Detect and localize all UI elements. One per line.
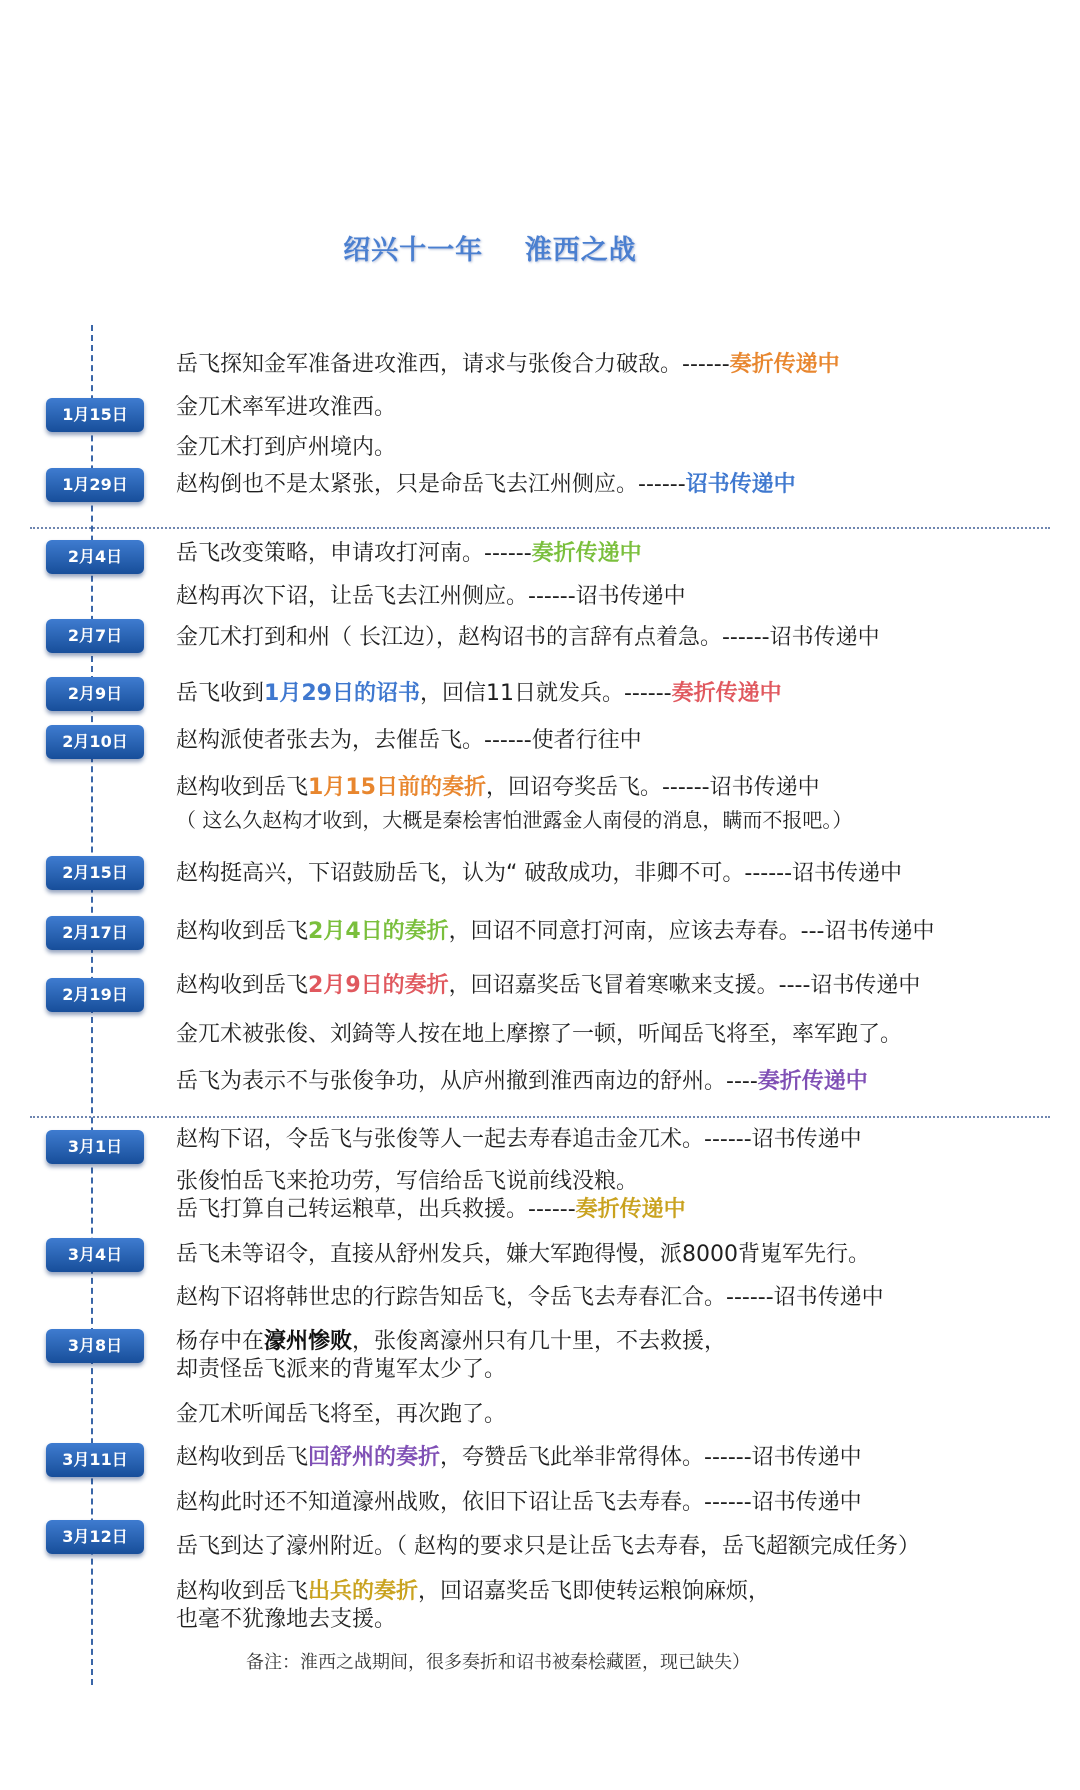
event-text: 赵构收到岳飞 <box>176 1445 309 1470</box>
event-line <box>176 1241 870 1269</box>
date-badge: 2月17日 <box>46 916 144 950</box>
event-line <box>176 1533 920 1561</box>
event-text: 金兀术被张俊、刘錡等人按在地上摩擦了一顿，听闻岳飞将至，率军跑了。 <box>176 1022 903 1047</box>
status-highlight: 奏折传递中 <box>531 541 642 566</box>
event-text: 赵构收到岳飞 <box>176 973 309 998</box>
date-highlight: 2月4日的奏折 <box>308 919 449 944</box>
section-divider <box>30 1116 1050 1118</box>
section-divider <box>30 527 1050 529</box>
event-line <box>176 918 934 946</box>
event-text: 张俊怕岳飞来抢功劳，写信给岳飞说前线没粮。 <box>176 1169 639 1194</box>
event-line <box>176 1489 862 1517</box>
event-text: 赵构此时还不知道濠州战败，依旧下诏让岳飞去寿春。------诏书传递中 <box>176 1490 862 1515</box>
event-text: 也毫不犹豫地去支援。 <box>176 1607 397 1632</box>
date-highlight: 出兵的奏折 <box>308 1579 419 1604</box>
event-line <box>176 434 396 462</box>
event-line <box>176 1328 726 1356</box>
event-line <box>176 1401 506 1429</box>
event-text: ，回诏夸奖岳飞。------诏书传递中 <box>485 775 820 800</box>
date-highlight: 回舒州的奏折 <box>308 1445 441 1470</box>
date-badge: 3月1日 <box>46 1130 144 1164</box>
page-title: 绍兴十一年 淮西之战 <box>343 235 637 266</box>
event-line <box>176 1444 862 1472</box>
event-line <box>176 1356 506 1384</box>
event-line <box>176 583 686 611</box>
event-text: 却责怪岳飞派来的背嵬军太少了。 <box>176 1357 507 1382</box>
event-text: 金兀术听闻岳飞将至，再次跑了。 <box>176 1402 507 1427</box>
event-line <box>176 1168 638 1196</box>
event-text: 赵构下诏将韩世忠的行踪告知岳飞，令岳飞去寿春汇合。------诏书传递中 <box>176 1285 884 1310</box>
event-line <box>176 1578 770 1606</box>
event-line <box>176 860 902 888</box>
date-badge: 2月19日 <box>46 978 144 1012</box>
date-badge: 2月15日 <box>46 856 144 890</box>
status-highlight: 奏折传递中 <box>575 1197 686 1222</box>
status-highlight: 诏书传递中 <box>685 472 796 497</box>
event-text: 金兀术打到和州（ 长江边），赵构诏书的言辞有点着急。------诏书传递中 <box>176 625 880 650</box>
event-line <box>176 540 642 568</box>
event-text: ，回诏嘉奖岳飞即使转运粮饷麻烦， <box>418 1579 771 1604</box>
date-badge: 3月11日 <box>46 1443 144 1477</box>
date-badge: 2月7日 <box>46 619 144 653</box>
event-line <box>176 774 820 802</box>
event-text: 赵构收到岳飞 <box>176 775 309 800</box>
event-text: 赵构收到岳飞 <box>176 1579 309 1604</box>
event-line <box>176 1284 884 1312</box>
event-line <box>176 624 880 652</box>
event-line <box>176 394 396 422</box>
event-text: 赵构倒也不是太紧张，只是命岳飞去江州侧应。------ <box>176 472 686 497</box>
event-text: （ 这么久赵构才收到，大概是秦桧害怕泄露金人南侵的消息，瞒而不报吧。） <box>176 808 853 832</box>
event-text: 岳飞为表示不与张俊争功，从庐州撤到淮西南边的舒州。---- <box>176 1069 758 1094</box>
event-text: 赵构下诏，令岳飞与张俊等人一起去寿春追击金兀术。------诏书传递中 <box>176 1127 862 1152</box>
date-badge: 2月9日 <box>46 677 144 711</box>
event-line <box>176 1196 686 1224</box>
date-badge: 3月8日 <box>46 1329 144 1363</box>
date-badge: 2月10日 <box>46 725 144 759</box>
event-text: 杨存中在 <box>176 1329 265 1354</box>
date-badge: 3月12日 <box>46 1520 144 1554</box>
event-text: 赵构派使者张去为，去催岳飞。------使者行往中 <box>176 728 642 753</box>
event-line <box>176 1606 396 1634</box>
event-text: 金兀术率军进攻淮西。 <box>176 395 397 420</box>
event-text: ，回诏嘉奖岳飞冒着寒嗽来支援。----诏书传递中 <box>448 973 921 998</box>
event-line <box>176 972 920 1000</box>
event-text: 岳飞探知金军准备进攻淮西，请求与张俊合力破敌。------ <box>176 352 730 377</box>
event-line <box>176 1126 862 1154</box>
emphasis-text: 濠州惨败 <box>264 1329 353 1354</box>
event-text: 金兀术打到庐州境内。 <box>176 435 397 460</box>
status-highlight: 奏折传递中 <box>729 352 840 377</box>
event-text: 岳飞打算自己转运粮草，出兵救援。------ <box>176 1197 576 1222</box>
event-line <box>176 471 796 499</box>
event-line <box>176 1021 902 1049</box>
event-text: 赵构再次下诏，让岳飞去江州侧应。------诏书传递中 <box>176 584 686 609</box>
event-line <box>176 680 782 708</box>
event-text: 赵构挺高兴，下诏鼓励岳飞，认为“ 破敌成功，非卿不可。------诏书传递中 <box>176 861 903 886</box>
date-highlight: 1月15日前的奏折 <box>308 775 486 800</box>
event-text: 岳飞收到 <box>176 681 265 706</box>
event-text: ，回诏不同意打河南，应该去寿春。---诏书传递中 <box>448 919 935 944</box>
status-highlight: 奏折传递中 <box>671 681 782 706</box>
event-text: ，回信11日就发兵。------ <box>419 681 672 706</box>
event-line <box>176 806 852 834</box>
date-badge: 2月4日 <box>46 540 144 574</box>
date-badge: 1月15日 <box>46 398 144 432</box>
date-highlight: 1月29日的诏书 <box>264 681 420 706</box>
status-highlight: 奏折传递中 <box>757 1069 868 1094</box>
event-line <box>176 727 642 755</box>
date-badge: 3月4日 <box>46 1238 144 1272</box>
event-line <box>176 351 840 379</box>
event-text: ，张俊离濠州只有几十里，不去救援， <box>352 1329 727 1354</box>
date-badge: 1月29日 <box>46 468 144 502</box>
event-text: ，夸赞岳飞此举非常得体。------诏书传递中 <box>440 1445 862 1470</box>
event-text: 岳飞到达了濠州附近。（ 赵构的要求只是让岳飞去寿春，岳飞超额完成任务） <box>176 1534 920 1559</box>
event-line <box>176 1068 868 1096</box>
date-highlight: 2月9日的奏折 <box>308 973 449 998</box>
event-text: 岳飞改变策略，申请攻打河南。------ <box>176 541 532 566</box>
event-text: 赵构收到岳飞 <box>176 919 309 944</box>
footnote: 备注：淮西之战期间，很多奏折和诏书被秦桧藏匿，现已缺失） <box>246 1652 750 1673</box>
event-text: 岳飞未等诏令，直接从舒州发兵，嫌大军跑得慢，派8000背嵬军先行。 <box>176 1242 870 1267</box>
